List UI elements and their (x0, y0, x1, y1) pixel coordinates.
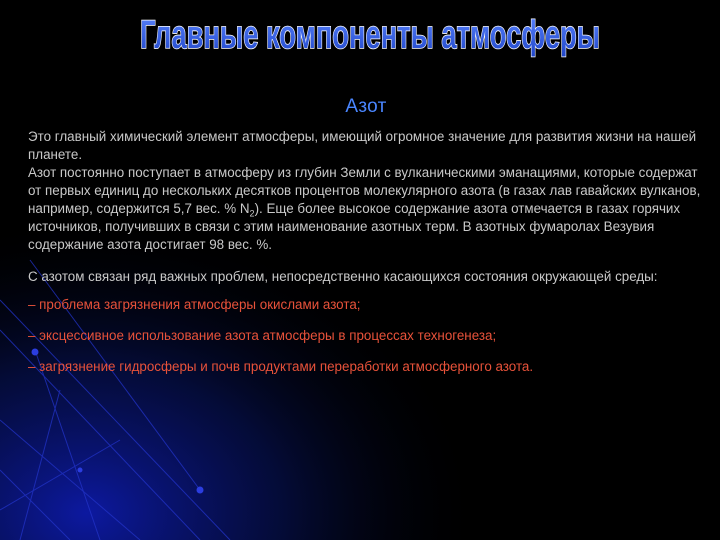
title-banner (0, 4, 720, 66)
problem-item: – проблема загрязнения атмосферы окислами азота; (28, 297, 361, 312)
slide-content (28, 96, 704, 389)
slide-title: Главные компоненты атмосферы (140, 13, 600, 57)
intro-paragraph (28, 128, 704, 254)
problem-item: – эксцессивное использование азота атмосферы в процессах техногенеза; (28, 328, 497, 343)
intro-sentence-1: Это главный химический элемент атмосферы, имеющий огромное значение для развития жизни на нашей планете. (28, 129, 697, 162)
problems-intro: С азотом связан ряд важных проблем, непосредственно касающихся состояния окружающей среды: (28, 269, 658, 284)
problem-list (28, 296, 704, 376)
intro-sentence-2b: ). Еще более высокое содержание азота отмечается в газах горячих источников, получивших в связи с этим наименование азотных терм. В азотных фумаролах Везувия содержание азота достигает 98 вес. %. (28, 201, 681, 252)
subscript-2: 2 (249, 208, 255, 219)
problem-item: – загрязнение гидросферы и почв продуктами переработки атмосферного азота. (28, 359, 534, 374)
section-heading: Азот (345, 96, 387, 117)
intro-sentence-2a: Азот постоянно поступает в атмосферу из глубин Земли с вулканическими эманациями, которые содержат от первых единиц до нескольких десятков процентов молекулярного азота (в газах лав гавайских вулканов, например, содержится 5,7 вес. % N (28, 165, 701, 216)
